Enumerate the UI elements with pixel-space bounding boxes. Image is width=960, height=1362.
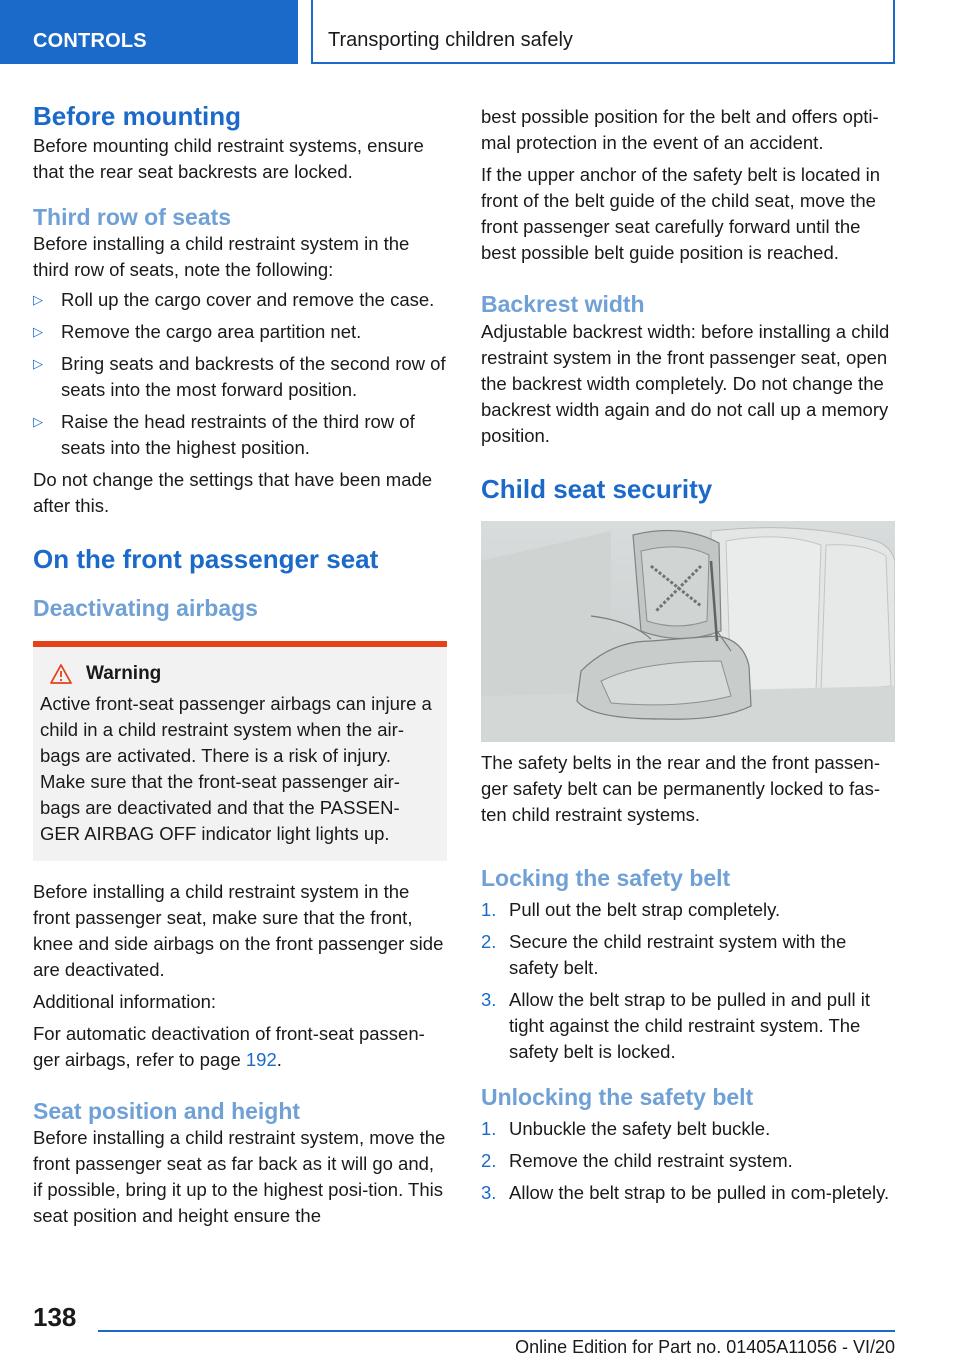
third-row-intro: Before installing a child restraint system in the third row of seats, note the following:: [33, 233, 410, 281]
triangle-bullet-icon: ▷: [33, 414, 43, 430]
heading-backrest-width: Backrest width: [481, 291, 645, 317]
left-column: [33, 100, 447, 1229]
seat-position-text: Before installing a child restraint system, move the front passenger seat as far back as it will go and, if possible, bring it up to the highest posi-tion. This seat position and height ensure the: [33, 1127, 446, 1227]
list-item: ▷ Raise the head restraints of the third row of seats into the highest position.: [33, 411, 415, 459]
right-column: [481, 104, 895, 1212]
list-item: 2. Secure the child restraint system with the safety belt.: [481, 931, 847, 978]
list-item: 3. Allow the belt strap to be pulled in com-pletely.: [481, 1181, 890, 1203]
before-mounting-text: Before mounting child restraint systems, ensure that the rear seat backrests are locked.: [33, 134, 424, 182]
warning-triangle-icon: [50, 664, 72, 684]
continued-text: best possible position for the belt and offers opti-mal protection in the event of an accident.: [481, 106, 879, 153]
list-item: ▷ Bring seats and backrests of the second row of seats into the most forward position.: [33, 353, 446, 401]
warning-box: [33, 641, 447, 861]
third-row-outro: Do not change the settings that have been made after this.: [33, 469, 433, 517]
list-item: ▷ Roll up the cargo cover and remove the case.: [33, 287, 447, 313]
heading-before-mounting: Before mounting: [33, 101, 241, 131]
child-seat-illustration: [481, 521, 895, 742]
backrest-text: Adjustable backrest width: before installing a child restraint system in the front passenger seat, open the backrest width completely. Do not change the backrest width again and do not call up a memory position.: [481, 320, 890, 446]
heading-child-seat-security: Child seat security: [481, 473, 713, 504]
triangle-bullet-icon: ▷: [33, 324, 43, 340]
list-item: 1. Pull out the belt strap completely.: [481, 899, 781, 920]
heading-front-passenger: On the front passenger seat: [33, 544, 379, 575]
list-item: ▷ Remove the cargo area partition net.: [33, 319, 447, 345]
heading-seat-position: Seat position and height: [33, 1097, 301, 1124]
warning-title: Warning: [86, 662, 162, 684]
triangle-bullet-icon: ▷: [33, 292, 43, 308]
unlocking-steps: [481, 1116, 895, 1206]
list-item: 1. Unbuckle the safety belt buckle.: [481, 1117, 771, 1139]
page-number: 138: [33, 1302, 77, 1332]
section-tab: CONTROLS: [0, 0, 298, 64]
anchor-text: If the upper anchor of the safety belt is located in front of the belt guide of the child seat, move the front passenger seat carefully forward until the best possible belt guide position is reached.: [481, 164, 881, 263]
heading-locking-belt: Locking the safety belt: [481, 865, 731, 892]
footer-edition: Online Edition for Part no. 01405A11056 - VI/20: [515, 1337, 895, 1357]
locking-steps: [481, 897, 895, 1065]
triangle-bullet-icon: ▷: [33, 356, 43, 372]
page-reference-text: For automatic deactivation of front-seat passen-ger airbags, refer to page 192.: [33, 1022, 425, 1070]
additional-info-label: Additional information:: [33, 990, 217, 1012]
chapter-title: Transporting children safely: [311, 0, 895, 64]
heading-unlocking-belt: Unlocking the safety belt: [481, 1084, 754, 1110]
front-passenger-text: Before installing a child restraint system in the front passenger seat, make sure that the front, knee and side airbags on the front passenger side are deactivated.: [33, 880, 444, 980]
warning-header: [50, 663, 439, 685]
heading-third-row: Third row of seats: [33, 203, 232, 230]
list-item: 3. Allow the belt strap to be pulled in and pull it tight against the child restraint system. The safety belt is locked.: [481, 989, 870, 1062]
third-row-list: [33, 287, 447, 461]
footer-divider: [98, 1330, 895, 1332]
child-seat-security-text: The safety belts in the rear and the front passen-ger safety belt can be permanently locked to fas-ten child restraint systems.: [481, 752, 881, 826]
warning-text: Active front-seat passenger airbags can injure a child in a child restraint system when the air-bags are activated. There is a risk of injury. Make sure that the front-seat passenger air-bags are deactivated and that the PASSEN-GER AIRBAG OFF indicator light lights up.: [40, 692, 432, 844]
page-link[interactable]: 192: [245, 1048, 277, 1070]
heading-deactivating-airbags: Deactivating airbags: [33, 594, 258, 621]
list-item: 2. Remove the child restraint system.: [481, 1149, 793, 1171]
